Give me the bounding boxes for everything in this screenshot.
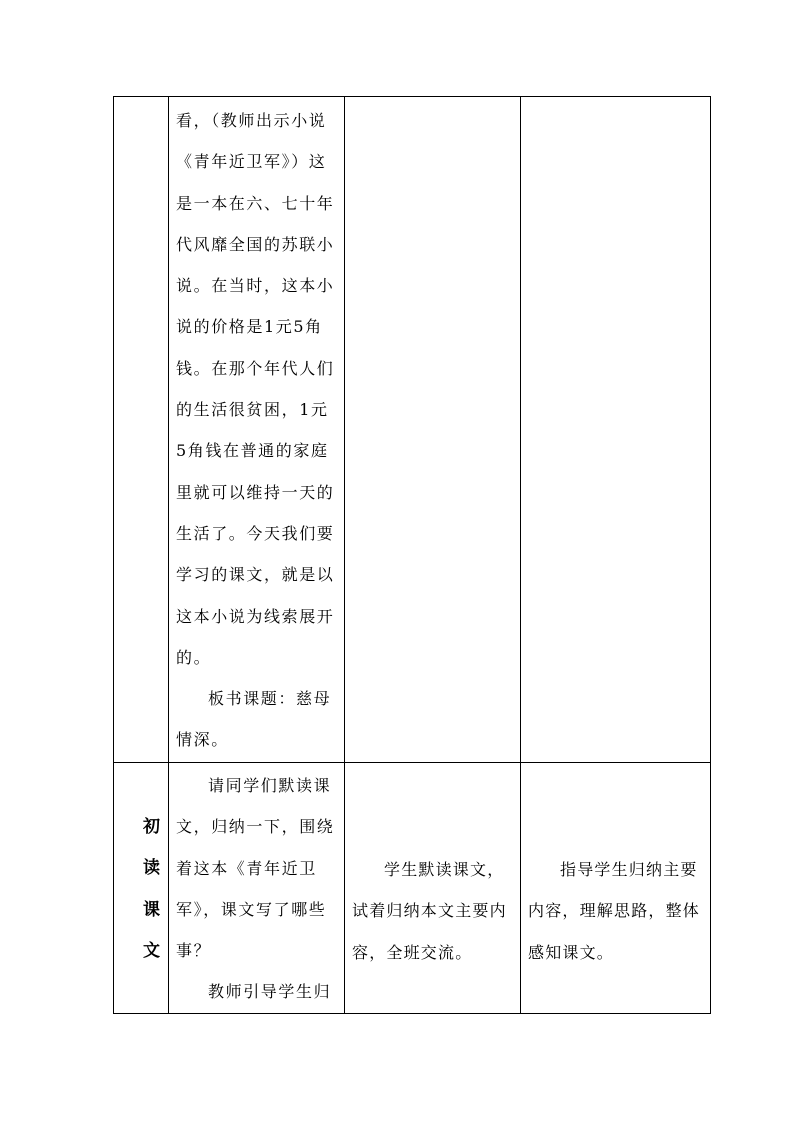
student-paragraph: 学生默读课文，试着归纳本文主要内容，全班交流。 bbox=[352, 860, 507, 962]
teacher-activity-cell bbox=[169, 763, 345, 1014]
stage-char: 文 bbox=[143, 940, 160, 961]
stage-char: 课 bbox=[143, 899, 160, 920]
design-intent-cell bbox=[521, 97, 711, 763]
table-row bbox=[114, 763, 711, 1014]
stage-label bbox=[143, 807, 168, 972]
stage-char: 初 bbox=[143, 817, 160, 837]
teacher-activity-cell bbox=[169, 97, 345, 763]
stage-cell bbox=[114, 97, 169, 763]
intent-paragraph: 指导学生归纳主要内容，理解思路，整体感知课文。 bbox=[528, 860, 701, 962]
lesson-plan-table bbox=[113, 96, 711, 1014]
student-activity-cell bbox=[345, 97, 521, 763]
table-row bbox=[114, 97, 711, 763]
student-activity-cell bbox=[345, 763, 521, 1014]
teacher-paragraph: 请同学们默读课文，归纳一下，围绕着这本《青年近卫军》，课文写了哪些事？ bbox=[176, 776, 335, 961]
design-intent-cell bbox=[521, 763, 711, 1014]
stage-cell bbox=[114, 763, 169, 1014]
teacher-paragraph: 教师引导学生归 bbox=[208, 982, 332, 1002]
teacher-paragraph: 看，（教师出示小说《青年近卫军》）这是一本在六、七十年代风靡全国的苏联小说。在当时，这本小说的价格是1元5角钱。在那个年代人们的生活很贫困，1元5角钱在普通的家庭里就可以维持一天的生活了。今天我们要学习的课文，就是以这本小说为线索展开的。 bbox=[176, 111, 335, 667]
teacher-paragraph: 板书课题：慈母情深。 bbox=[176, 689, 332, 750]
stage-char: 读 bbox=[143, 858, 160, 879]
